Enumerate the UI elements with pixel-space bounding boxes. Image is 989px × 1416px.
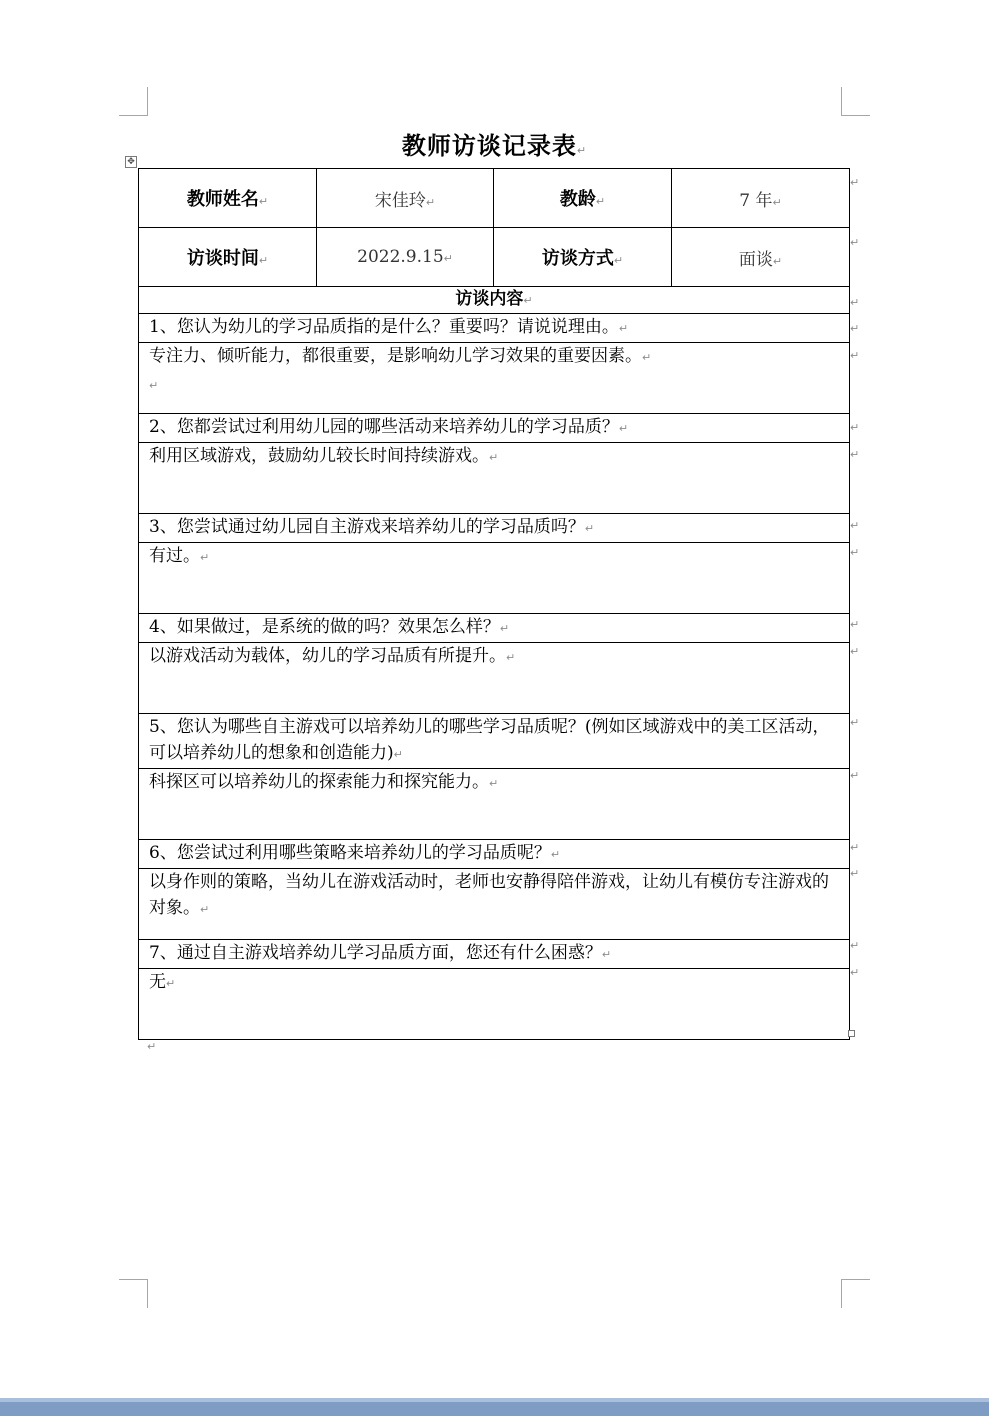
section-title[interactable]: 访谈内容↵ bbox=[139, 287, 850, 314]
question-1[interactable]: 1、您认为幼儿的学习品质指的是什么？重要吗？请说说理由。↵ bbox=[139, 314, 850, 343]
answer-6[interactable]: 以身作则的策略，当幼儿在游戏活动时，老师也安静得陪伴游戏，让幼儿有模仿专注游戏的对象。↵ bbox=[139, 869, 850, 940]
row-end-mark: ↵ bbox=[850, 349, 860, 362]
status-bar bbox=[0, 1398, 989, 1416]
row-end-mark: ↵ bbox=[850, 716, 860, 729]
table-row bbox=[139, 287, 850, 314]
answer-5[interactable]: 科探区可以培养幼儿的探索能力和探究能力。↵ bbox=[139, 769, 850, 840]
interview-method-label[interactable]: 访谈方式↵ bbox=[494, 228, 672, 287]
row-end-mark: ↵ bbox=[850, 421, 860, 434]
question-7[interactable]: 7、通过自主游戏培养幼儿学习品质方面，您还有什么困惑？↵ bbox=[139, 940, 850, 969]
row-end-mark: ↵ bbox=[850, 546, 860, 559]
paragraph-mark: ↵ bbox=[576, 144, 588, 157]
answer-3[interactable]: 有过。↵ bbox=[139, 543, 850, 614]
row-end-mark: ↵ bbox=[850, 236, 860, 249]
row-end-mark: ↵ bbox=[850, 841, 860, 854]
question-6[interactable]: 6、您尝试过利用哪些策略来培养幼儿的学习品质呢？↵ bbox=[139, 840, 850, 869]
interview-time-value[interactable]: 2022.9.15↵ bbox=[317, 228, 494, 287]
row-end-mark: ↵ bbox=[850, 769, 860, 782]
page-corner-bottom-right bbox=[841, 1279, 870, 1308]
row-end-mark: ↵ bbox=[850, 939, 860, 952]
row-end-mark: ↵ bbox=[850, 322, 860, 335]
table-resize-handle[interactable] bbox=[848, 1030, 855, 1037]
question-4[interactable]: 4、如果做过，是系统的做的吗？效果怎么样？↵ bbox=[139, 614, 850, 643]
page-corner-bottom-left bbox=[119, 1279, 148, 1308]
interview-time-label[interactable]: 访谈时间↵ bbox=[139, 228, 317, 287]
row-end-mark: ↵ bbox=[850, 176, 860, 189]
document-end-mark: ↵ bbox=[147, 1040, 157, 1053]
page-corner-top-left bbox=[119, 87, 148, 116]
table-move-handle-icon[interactable]: ✥ bbox=[125, 156, 137, 168]
page-corner-top-right bbox=[841, 87, 870, 116]
answer-4[interactable]: 以游戏活动为载体，幼儿的学习品质有所提升。↵ bbox=[139, 643, 850, 714]
document-title-text: 教师访谈记录表 bbox=[401, 132, 577, 160]
row-end-mark: ↵ bbox=[850, 618, 860, 631]
teaching-years-value[interactable]: 7 年↵ bbox=[672, 169, 850, 228]
question-2[interactable]: 2、您都尝试过利用幼儿园的哪些活动来培养幼儿的学习品质？↵ bbox=[139, 414, 850, 443]
question-5[interactable]: 5、您认为哪些自主游戏可以培养幼儿的哪些学习品质呢？(例如区域游戏中的美工区活动，可以培养幼儿的想象和创造能力)↵ bbox=[139, 714, 850, 769]
table-row bbox=[139, 169, 850, 228]
teacher-name-value[interactable]: 宋佳玲↵ bbox=[317, 169, 494, 228]
teacher-name-label[interactable]: 教师姓名↵ bbox=[139, 169, 317, 228]
row-end-mark: ↵ bbox=[850, 645, 860, 658]
interview-method-value[interactable]: 面谈↵ bbox=[672, 228, 850, 287]
row-end-mark: ↵ bbox=[850, 867, 860, 880]
row-end-mark: ↵ bbox=[850, 296, 860, 309]
answer-7[interactable]: 无↵ bbox=[139, 969, 850, 1040]
question-3[interactable]: 3、您尝试通过幼儿园自主游戏来培养幼儿的学习品质吗？↵ bbox=[139, 514, 850, 543]
row-end-mark: ↵ bbox=[850, 966, 860, 979]
interview-table bbox=[138, 168, 850, 1040]
document-title bbox=[0, 126, 989, 161]
row-end-mark: ↵ bbox=[850, 448, 860, 461]
teaching-years-label[interactable]: 教龄↵ bbox=[494, 169, 672, 228]
answer-2[interactable]: 利用区域游戏，鼓励幼儿较长时间持续游戏。↵ bbox=[139, 443, 850, 514]
table-row bbox=[139, 228, 850, 287]
answer-1[interactable]: 专注力、倾听能力，都很重要，是影响幼儿学习效果的重要因素。↵ ↵ bbox=[139, 343, 850, 414]
row-end-mark: ↵ bbox=[850, 519, 860, 532]
